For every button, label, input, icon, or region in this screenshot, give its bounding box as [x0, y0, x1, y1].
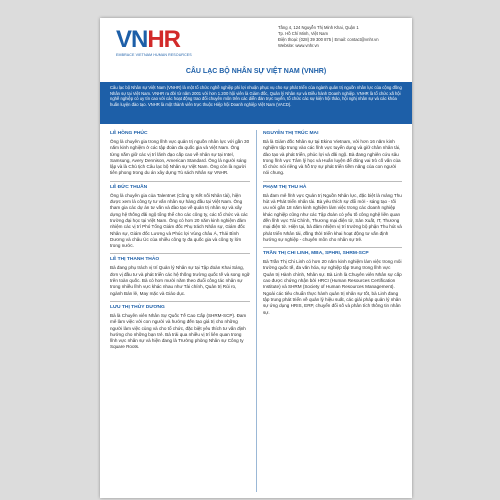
- divider: [110, 181, 250, 182]
- profile-bio: Bà đam mê lĩnh vực Quản trị Nguồn Nhân lực, đặc biệt là mảng Thu hút và Phát triển nhân tài. Bà yêu thích sự đổi mới - sáng tạo - tối ưu với gần 18 năm kinh nghiệm làm việc trong các doanh nghiệp khác nghiệp cũng như các Tập đoàn có yếu tố công nghệ liên quan đến lĩnh vực Tài Chính, Thương mại điện tử, Sản Xuất, IT, Thương mại điện tử. Hiện tại, bà đảm nhiệm vị trí trưởng bộ phận Thu hút và phát triển Nhân tài, đồng thời triển khai hoạt động tư vấn định hướng sự nghiệp - chuyên môn cho nhân sự trẻ.: [263, 192, 402, 242]
- profile-le-thi-thanh-thao: [110, 257, 250, 296]
- contact-website: Website: www.vnhr.vn: [278, 43, 319, 48]
- profile-bio: Bà Trần Thị Chi Linh có hơn 20 năm kinh nghiệm làm việc trong môi trường quốc tế, đa văn hóa, sự nghiệp tập trung trong lĩnh vực Quản trị Hành chính, Nhân sự. Bà Linh là Chuyên viên Nhân sự cấp cao được chứng nhận bởi HRCI (Human Resources Certification Institute) và SHRM (Society of Human Resources Management). Ngoài các tiêu chuẩn thực hành quản trị nhân sự tốt, bà Linh đang tập trung phát triển về quản lý hiệu suất, các giải pháp quản lý nhân sự ứng dụng HRIS, ERP, chuyển đổi số và phân tích thông tin nhân sự.: [263, 259, 402, 315]
- document-title: CÂU LẠC BỘ NHÂN SỰ VIỆT NAM (VNHR): [185, 68, 327, 75]
- left-column: [110, 130, 256, 492]
- logo-wordmark: VNHR: [116, 26, 181, 53]
- profile-bio: Bà là Chuyên viên Nhân Sự Quốc Tế Cao Cấp (SHRM-SCP). Đam mê làm việc với con người và hướng đến tạo giá trị cho những người làm việc cùng và cho tổ chức, đặc biệt yêu thích tư vấn định hướng cho những bạn trẻ. Bà trải qua nhiều vị trí liên quan trong lĩnh vực nhân sự và hiện đang là Trưởng phòng Nhân sự Công ty Square Roots.: [110, 312, 247, 350]
- profile-bio: Ông là chuyên gia trong lĩnh vực quản trị nguồn nhân lực với gần 30 năm kinh nghiệm ở các tập đoàn đa quốc gia và Việt Nam. Ông từng nắm giữ các vị trí lãnh đạo cấp cao về nhân sự tại Intel, Samsung, Avery Dennison, American Standard. Ông là người sáng lập và là Chủ tịch Câu lạc bộ Nhân sự Việt Nam. Ông còn là người tiên phong trong du án xây dựng Tủ sách Nhân sự VNHR.: [110, 139, 250, 176]
- profile-name: LÊ ĐỨC THUẦN: [110, 184, 148, 190]
- contact-address: Tầng 4, 124 Nguyễn Thị Minh Khai, Quận 1: [278, 25, 359, 30]
- profile-bio: Bà đang phụ trách vị trí Quản lý Nhân sự tại Tập đoàn Khai Sáng, đơn vị đầu tư và phát triển các hệ thống trường quốc tế và song ngữ trên toàn quốc. Bà có hơn mười năm theo đuổi công tác nhân sự trong nhiều lĩnh vực khác nhau như Tài chính, Quản trị Rủi ro, ngành Bán lẻ, May mặc và Giáo dục.: [110, 265, 250, 296]
- profile-le-hong-phuc: [110, 131, 250, 177]
- profile-name: LƯU THỊ THÙY DƯƠNG: [110, 304, 165, 310]
- contact-info: [278, 25, 406, 49]
- profile-name: PHẠM THỊ THU HÀ: [263, 184, 307, 190]
- vnhr-logo: [116, 26, 192, 60]
- divider: [110, 301, 250, 302]
- intro-band: [100, 82, 412, 124]
- document-page: [100, 18, 412, 498]
- profiles-columns: [110, 130, 402, 492]
- intro-paragraph: Câu lạc bộ Nhân sự Việt Nam (VNHR) là một tổ chức nghề nghiệp phi lợi nhuận phục vụ cho sự phát triển của ngành quản trị nguồn nhân lực của cộng đồng Nhân sự tại Việt Nam. VNHR ra đời từ năm 2001 với hơn 1.200 hội viên là Giám đốc, Quản lý Nhân sự và Điều hành Doanh nghiệp. VNHR là tổ chức xã hội nghề nghiệp có uy tín cao với các hoạt động trao đổi chuyên môn trên các diễn đàn trực tuyến, tổ chức các sự kiện hội thảo, hội nghị nhân sự và các khóa huấn luyện đào tạo. VNHR là một thành viên trực thuộc Hiệp hội Doanh nghiệp Việt Nam (VACD).: [110, 85, 402, 107]
- profile-tran-thi-chi-linh: [263, 251, 402, 316]
- profile-name: LÊ HỒNG PHÚC: [110, 131, 148, 136]
- profile-name: LÊ THỊ THANH THẢO: [110, 257, 160, 263]
- profile-name: TRẦN THỊ CHI LINH, MBA, SPHRI, SHRM-SCP: [263, 251, 369, 257]
- profile-nguyen-thi-truc-mai: [263, 131, 402, 177]
- profile-bio: Bà là Giám đốc Nhân sự tại Ekino Vietnam, với hơn 16 năm kinh nghiệm tập trung vào các lĩnh vực tuyển dụng và giữ chân nhân tài, đào tạo và phát triển, phúc lợi và đãi ngộ. Bà đang nghiên cứu sâu trong lĩnh vực Tâm lý học và Huấn luyện để đóng vai trò cố vấn của tổ chức nói riêng và hỗ trợ sự phát triển tiềm năng của con người nói chung.: [263, 139, 401, 176]
- divider: [263, 181, 402, 182]
- contact-city: Tp. Hồ Chí Minh, Việt Nam: [278, 31, 328, 36]
- right-column: [256, 130, 402, 492]
- profile-pham-thi-thu-ha: [263, 185, 402, 243]
- contact-phone-email: Điện thoại: (028) 39 300 875 | Email: contact@vnhr.vn: [278, 37, 379, 42]
- profile-bio: Ông là chuyên gia của Talentnet (Công ty Kết nối Nhân tài), hiện được xem là công ty tư vấn nhân sự hàng đầu tại Việt Nam. Ông tham gia các dự án tư vấn và đào tạo về quản trị nhân sự và xây dựng hệ thống đãi ngộ tổng thể cho các công ty, các tổ chức và các trường đại học tại Việt Nam. Ông có hơn 20 năm kinh nghiệm đảm nhiệm các vị trí Phó Tổng Giám đốc Phụ trách Nhân sự, Giám đốc Nhân sự, Giám đốc Lương và Phúc lợi Vùng châu Á, Thái Bình Dương và châu Úc của nhiều công ty đa quốc gia và công ty lớn trong nước.: [110, 192, 248, 249]
- header: [100, 18, 412, 70]
- divider: [263, 247, 402, 248]
- logo-subtitle: EMBRACE VIETNAM HUMAN RESOURCES: [116, 53, 192, 57]
- profile-luu-thi-thuy-duong: [110, 305, 250, 351]
- divider: [110, 253, 250, 254]
- profile-le-duc-thuan: [110, 185, 250, 250]
- profile-name: NGUYỄN THỊ TRÚC MAI: [263, 131, 319, 136]
